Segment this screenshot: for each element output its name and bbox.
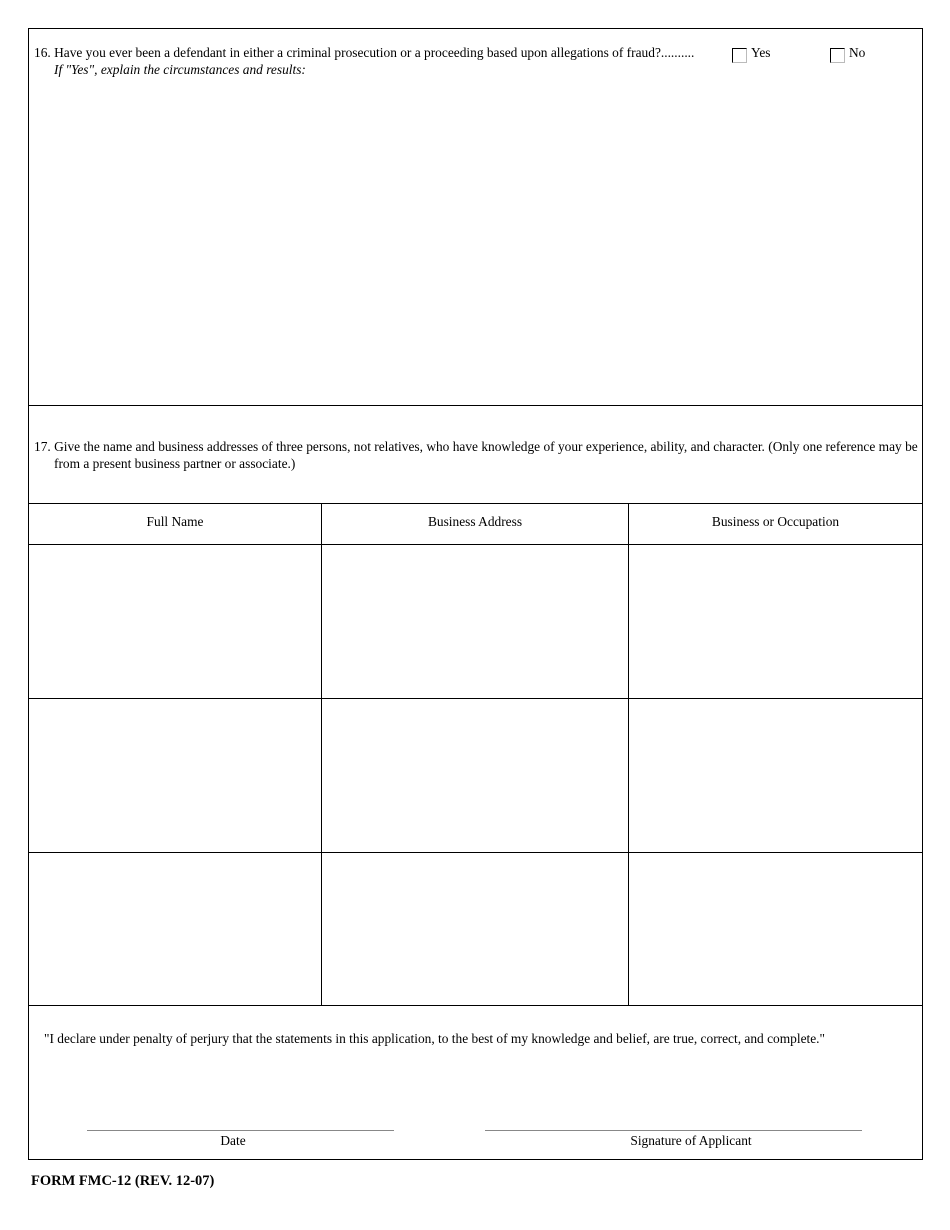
reference-1-name-field[interactable]: [31, 547, 319, 695]
signature-label: Signature of Applicant: [630, 1133, 752, 1148]
signature-line: [485, 1130, 862, 1131]
reference-2-address-field[interactable]: [324, 701, 626, 849]
reference-2-occupation-field[interactable]: [631, 701, 920, 849]
header-full-name: Full Name: [146, 514, 204, 529]
date-line: [87, 1130, 394, 1131]
form-identifier: FORM FMC-12 (REV. 12-07): [31, 1173, 215, 1189]
reference-3-address-field[interactable]: [324, 855, 626, 1003]
references-table: [29, 504, 922, 1006]
question-17-section: [29, 406, 922, 504]
yes-label: Yes: [751, 45, 771, 60]
signature-field[interactable]: [485, 1118, 862, 1130]
date-field[interactable]: [87, 1118, 394, 1130]
no-label: No: [849, 45, 866, 60]
no-checkbox[interactable]: [830, 48, 845, 63]
reference-2-name-field[interactable]: [31, 701, 319, 849]
row-divider: [29, 698, 922, 699]
reference-1-occupation-field[interactable]: [631, 547, 920, 695]
question-16-explanation-field[interactable]: [49, 85, 909, 395]
header-business-occupation: Business or Occupation: [711, 514, 840, 529]
declaration-text: "I declare under penalty of perjury that the statements in this application, to the best of my knowledge and belief, are true, correct, and complete.": [44, 1031, 825, 1046]
row-divider: [29, 544, 922, 545]
question-16-section: [29, 29, 922, 406]
yes-checkbox[interactable]: [732, 48, 747, 63]
question-16-instruction: If "Yes", explain the circumstances and results:: [54, 62, 306, 77]
column-divider: [628, 504, 629, 1005]
form-frame: [28, 28, 923, 1160]
declaration-section: [29, 1006, 922, 1159]
reference-1-address-field[interactable]: [324, 547, 626, 695]
reference-3-name-field[interactable]: [31, 855, 319, 1003]
yes-option[interactable]: [732, 45, 770, 63]
row-divider: [29, 852, 922, 853]
no-option[interactable]: [830, 45, 865, 63]
question-16-text: 16. Have you ever been a defendant in either a criminal prosecution or a proceeding based upon allegations of fraud?..........: [34, 45, 695, 60]
date-label: Date: [220, 1133, 246, 1148]
question-17-text: 17. Give the name and business addresses of three persons, not relatives, who have knowledge of your experience, ability, and character. (Only one reference may be from a present business partner or associate.): [34, 439, 918, 471]
header-business-address: Business Address: [427, 514, 523, 529]
column-divider: [321, 504, 322, 1005]
reference-3-occupation-field[interactable]: [631, 855, 920, 1003]
